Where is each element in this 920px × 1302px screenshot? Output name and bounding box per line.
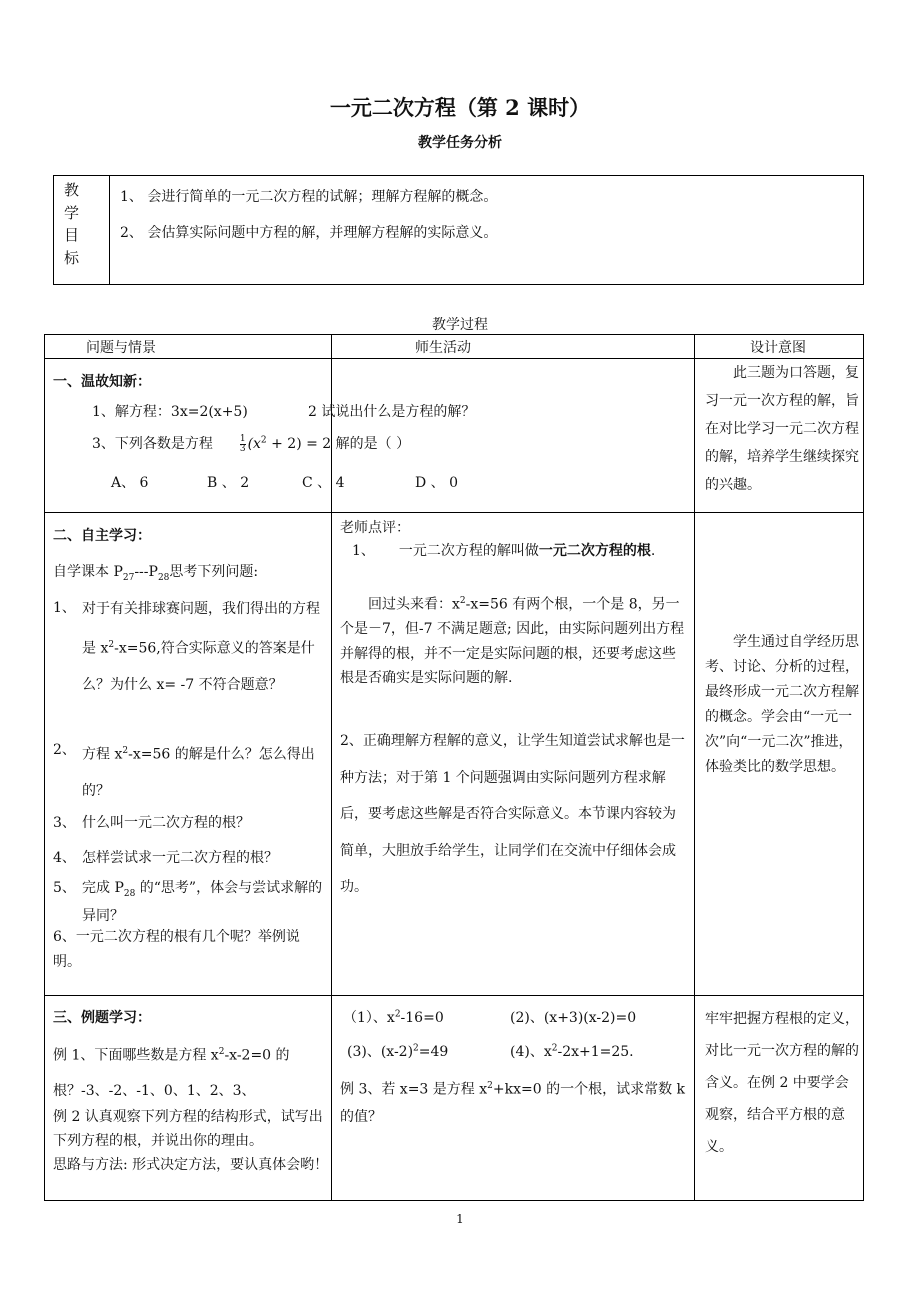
comment-text: 回过头来看：x [368,596,460,613]
exponent: 2 [413,1043,419,1054]
question-text: 方程 x [82,746,123,763]
goals-table [53,175,864,285]
section2-q4: 怎样尝试求一元二次方程的根？ [82,850,278,866]
equation-text: (4)、x [510,1044,552,1060]
option-d: D 、 0 [415,475,459,491]
comment-text: . [650,543,656,559]
row-divider [45,995,863,996]
question-number: 1、 [53,600,76,616]
equation-text: （1）、x [343,1010,395,1026]
equation-2: (2)、(x+3)(x-2)=0 [510,1010,637,1026]
section1-q3 [92,433,410,454]
question-text: -x=56,符合实际意义的答案是什么？为什么 x= -7 不符合题意？ [82,640,315,693]
column-divider [331,335,332,1200]
equation-3 [347,1041,448,1061]
subscript: 28 [123,888,136,899]
equation-text: -2x+1=25. [557,1044,634,1060]
comment-number: 1、 [352,543,375,559]
equation-text: =49 [418,1044,449,1060]
option-c: C 、 4 [302,475,345,491]
section1-q1: 1、解方程：3x=2(x+5) [92,404,248,420]
teacher-comment-2 [340,589,686,691]
teacher-comment-1 [340,539,686,563]
section2-q5 [82,877,325,927]
example-text: -x-2=0 的根？-3、-2、-1、0、1、2、3、 [53,1047,290,1099]
intro-text: ---P [134,564,158,580]
header-scenario: 问题与情景 [86,340,156,356]
section3-intent: 牢牢把握方程根的定义，对比一元一次方程的解的含义。在例 2 中要学会观察，结合平方根的意义。 [705,1011,859,1155]
intro-text: 自学课本 P [53,564,123,580]
column-divider [694,335,695,1200]
question-text: 完成 P [82,880,124,896]
goals-label-char: 教 [64,181,80,199]
comment-text: -x=56 有两个根，一个是 8，另一个是－7，但-7 不满足题意; 因此，由实际问题列出方程并解得的根，并不一定是实际问题的根，还要考虑这些根是否确实是实际问题的解. [340,596,685,687]
goals-label [54,176,110,284]
fraction-denominator: 3 [239,443,246,454]
process-table [44,334,864,1201]
question-number: 3、 [53,815,76,831]
option-b: B 、 2 [207,475,250,491]
section2-q3: 什么叫一元二次方程的根？ [82,815,250,831]
exponent: 2 [108,640,115,650]
page-subtitle: 教学任务分析 [418,135,502,151]
section2-intent: 学生通过自学经历思考、讨论、分析的过程，最终形成一元二次方程解的概念。学会由“一元一次”向“一元二次”推进，体验类比的数学思想。 [705,634,859,775]
header-intent: 设计意图 [750,340,806,356]
equation-text: (3)、(x-2) [347,1044,414,1060]
goal-item: 1、 会进行简单的一元二次方程的试解；理解方程解的概念。 [120,189,498,205]
exponent: 2 [260,435,267,446]
exponent: 2 [218,1047,225,1057]
example-2: 例 2 认真观察下列方程的结构形式，试写出下列方程的根，并说出你的理由。 [53,1109,323,1149]
question-text: -x=56 的解是什么？怎么得出的？ [82,746,315,799]
example-text: 例 3、若 x=3 是方程 x [340,1081,488,1098]
example-2-hint: 思路与方法: 形式决定方法，要认真体会哟！ [53,1157,329,1173]
section2-q2 [82,733,325,809]
teacher-comment-3: 2、正确理解方程解的意义，让学生知道尝试求解也是一种方法；对于第 1 个问题强调由实际问题列方程求解后，要考虑这些解是否符合实际意义。本节课内容较为简单，大胆放手给学生，让同学们在交流中仔细体会成功。 [340,733,685,895]
exponent: 2 [551,1043,558,1054]
fraction [240,435,246,454]
example-text: +kx=0 的一个根，试求常数 k 的值？ [340,1081,686,1125]
exponent: 2 [394,1009,401,1020]
exponent: 2 [487,1081,493,1091]
question-number: 2、 [53,742,76,758]
example-3 [340,1073,688,1131]
subscript: 27 [122,572,135,583]
goal-item: 2、 会估算实际问题中方程的解，并理解方程解的实际意义。 [120,225,498,241]
question-number: 4、 [53,850,76,866]
exponent: 2 [122,746,129,756]
section1-q3-suffix: 解的是（ ） [335,436,411,452]
comment-text: 一元二次方程的解叫做 [398,543,539,559]
subscript: 28 [157,572,170,583]
question-text: 对于有关排球赛问题，我们得出的方程是 x [82,601,320,657]
section1-q2: 2 试说出什么是方程的解？ [308,404,476,420]
question-text: 的“思考”，体会与尝试求解的异同？ [82,880,323,924]
option-a: A、 6 [111,475,149,491]
row-divider [45,512,863,513]
header-activity: 师生活动 [415,340,471,356]
equation-text: -16=0 [400,1010,444,1026]
page-title: 一元二次方程（第 2 课时） [329,95,591,120]
example-1 [53,1035,329,1109]
process-title: 教学过程 [432,317,488,333]
page-number: 1 [456,1212,464,1226]
section1-intent: 此三题为口答题，复习一元一次方程的解，旨在对比学习一元二次方程的解，培养学生继续探究的兴趣。 [705,365,859,493]
goals-label-char: 目 [64,226,80,244]
comment-bold-term: 一元二次方程的根 [538,543,651,559]
section2-q1 [82,591,325,703]
teacher-comment-label: 老师点评： [340,520,410,536]
section1-heading: 一、温故知新： [53,374,151,390]
section2-q6: 6、一元二次方程的根有几个呢？举例说明。 [53,929,300,970]
equation-expression-b: + 2) = 2 [266,436,332,452]
question-number: 5、 [53,880,76,896]
example-text: 例 1、下面哪些数是方程 x [53,1047,219,1064]
equation-4 [510,1041,634,1061]
exponent: 2 [459,596,466,606]
section1-q3-prefix: 3、下列各数是方程 [92,436,213,452]
section2-heading: 二、自主学习： [53,528,151,544]
equation-1 [343,1007,444,1027]
goals-label-char: 标 [64,248,80,267]
fraction-numerator: 1 [239,433,246,444]
section3-heading: 三、例题学习： [53,1010,151,1026]
goals-label-char: 学 [64,203,80,222]
intro-text: 思考下列问题: [169,564,259,580]
equation-expression-a: (x [247,436,261,452]
section2-intro [53,561,258,583]
